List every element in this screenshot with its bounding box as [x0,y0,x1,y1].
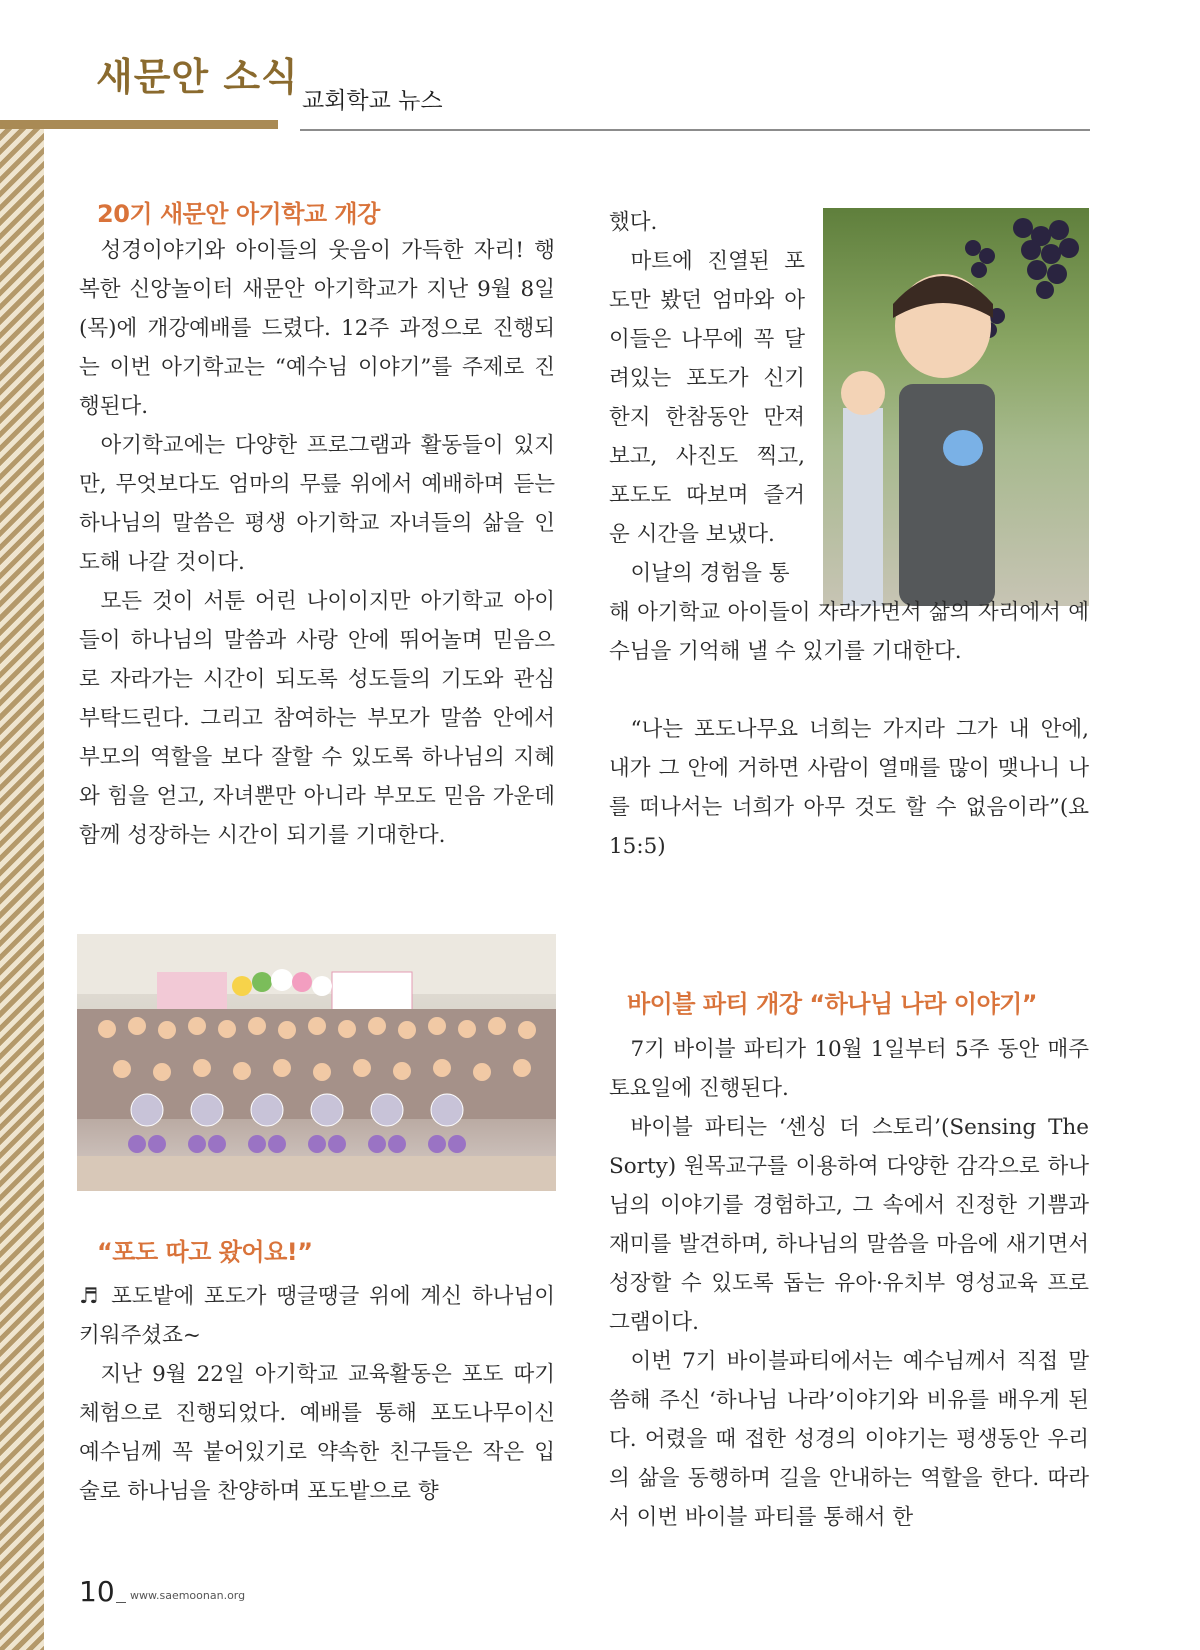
article2-paragraph: 마트에 진열된 포도만 봤던 엄마와 아이들은 나무에 꼭 달려있는 포도가 신기한지 한참동안 만져보고, 사진도 찍고, 포도도 따보며 즐거운 시간을 보냈다. [609,249,805,547]
header-accent-bar [0,120,278,129]
footer-url: www.saemoonan.org [130,1589,246,1602]
bible-quote: “나는 포도나무요 너희는 가지라 그가 내 안에, 내가 그 안에 거하면 사람이 열매를 많이 맺나니 나를 떠나서는 너희가 아무 것도 할 수 없음이라”(요15:5) [609,717,1089,859]
article2-continued-top [609,203,805,593]
header-divider [300,129,1090,131]
article2-paragraph: 해 아기학교 아이들이 자라가면서 삶의 자리에서 예수님을 기억해 낼 수 있기를 기대한다. [609,600,1089,664]
article2-paragraph: ♬ 포도밭에 포도가 땡글땡글 위에 계신 하나님이 키워주셨죠~ [79,1284,555,1348]
article2-paragraph: 지난 9월 22일 아기학교 교육활동은 포도 따기 체험으로 진행되었다. 예배를 통해 포도나무이신 예수님께 꼭 붙어있기로 약속한 친구들은 작은 입술로 하나님을 찬양하며 포도밭으로 향 [79,1362,555,1504]
article1-paragraph: 아기학교에는 다양한 프로그램과 활동들이 있지만, 무엇보다도 엄마의 무릎 위에서 예배하며 듣는 하나님의 말씀은 평생 아기학교 자녀들의 삶을 인도해 나갈 것이다. [79,433,555,575]
section-title: 새문안 소식 [96,55,299,99]
article1-body [79,231,555,855]
decorative-side-stripe [0,120,44,1650]
footer-separator [116,1602,126,1603]
article2-continued-bottom [609,593,1089,866]
article1-paragraph: 성경이야기와 아이들의 웃음이 가득한 자리! 행복한 신앙놀이터 새문안 아기학교가 지난 9월 8일(목)에 개강예배를 드렸다. 12주 과정으로 진행되는 이번 아기학교는 “예수님 이야기”를 주제로 진행된다. [79,238,555,419]
grape-photo [823,208,1089,606]
group-photo [77,934,556,1191]
article3-paragraph: 이번 7기 바이블파티에서는 예수님께서 직접 말씀해 주신 ‘하나님 나라’이야기와 비유를 배우게 된다. 어렸을 때 접한 성경의 이야기는 평생동안 우리의 삶을 동행하며 길을 안내하는 역할을 한다. 따라서 이번 바이블 파티를 통해서 한 [609,1349,1089,1530]
article3-heading: 바이블 파티 개강 “하나님 나라 이야기” [627,990,1038,1018]
article2-heading: “포도 따고 왔어요!” [97,1238,313,1266]
article3-paragraph: 7기 바이블 파티가 10월 1일부터 5주 동안 매주 토요일에 진행된다. [609,1037,1089,1101]
article3-paragraph: 바이블 파티는 ‘센싱 더 스토리’(Sensing The Sorty) 원목교구를 이용하여 다양한 감각으로 하나님의 이야기를 경험하고, 그 속에서 진정한 기쁨과 재미를 발견하며, 하나님의 말씀을 마음에 새기면서 성장할 수 있도록 돕는 유아·유치부 영성교육 프로그램이다. [609,1115,1089,1335]
article1-paragraph: 모든 것이 서툰 어린 나이이지만 아기학교 아이들이 하나님의 말씀과 사랑 안에 뛰어놀며 믿음으로 자라가는 시간이 되도록 성도들의 기도와 관심 부탁드린다. 그리고 참여하는 부모가 말씀 안에서 부모의 역할을 보다 잘할 수 있도록 하나님의 지혜와 힘을 얻고, 자녀뿐만 아니라 부모도 믿음 가운데 함께 성장하는 시간이 되기를 기대한다. [79,589,555,848]
article2-body [79,1277,555,1511]
article1-heading: 20기 새문안 아기학교 개강 [97,200,380,228]
page-number: 10 [79,1575,115,1608]
article3-body [609,1030,1089,1537]
section-subtitle: 교회학교 뉴스 [302,88,443,114]
article2-paragraph: 했다. [609,210,658,235]
article2-paragraph: 이날의 경험을 통 [630,561,790,586]
